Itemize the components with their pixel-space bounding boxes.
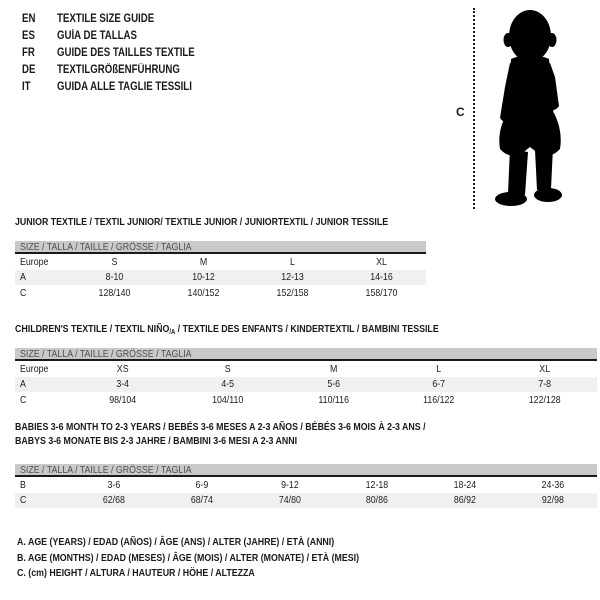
- table-cell: 92/98: [542, 494, 565, 507]
- table-row-height: [15, 285, 426, 301]
- row-label: C: [20, 494, 27, 507]
- table-cell: XS: [116, 362, 129, 375]
- language-code: IT: [22, 81, 31, 94]
- table-cell: XL: [538, 362, 550, 375]
- table-cell: S: [225, 362, 232, 375]
- junior-textile-table: [15, 215, 426, 301]
- row-label: Europe: [20, 255, 49, 268]
- row-label: C: [20, 286, 27, 299]
- language-title: GUIDE DES TAILLES TEXTILE: [57, 46, 195, 59]
- table-title: JUNIOR TEXTILE / TEXTIL JUNIOR/ TEXTILE JUNIOR / JUNIORTEXTIL / JUNIOR TESSILE: [15, 216, 389, 228]
- table-row-europe: [15, 254, 426, 270]
- size-header-label: SIZE / TALLA / TAILLE / GRÖSSE / TAGLIA: [20, 348, 192, 360]
- table-cell: M: [329, 362, 338, 375]
- table-cell: 18-24: [453, 478, 477, 491]
- size-header-bar: [15, 348, 597, 361]
- table-cell: 6-9: [195, 478, 209, 491]
- table-cell: 62/68: [102, 494, 125, 507]
- table-title-rest: / TEXTILE DES ENFANTS / KINDERTEXTIL / BAMBINI TESSILE: [175, 323, 439, 335]
- footnotes: [17, 535, 424, 582]
- table-cell: XL: [376, 255, 387, 268]
- table-row-europe: [15, 361, 597, 377]
- table-cell: 110/116: [318, 393, 349, 406]
- row-label: C: [20, 393, 27, 406]
- table-cell: 116/122: [423, 393, 455, 406]
- size-header-bar: [15, 241, 426, 254]
- language-row-it: [22, 79, 221, 96]
- children-textile-table: [15, 322, 597, 408]
- language-code: FR: [22, 46, 35, 59]
- language-title: TEXTILGRÖßENFÜHRUNG: [57, 64, 180, 77]
- row-label: A: [20, 271, 26, 284]
- footnote-b: B. AGE (MONTHS) / EDAD (MESES) / ÂGE (MOIS) / ALTER (MONATE) / ETÀ (MESI): [17, 551, 360, 564]
- table-cell: 14-16: [370, 271, 393, 284]
- table-cell: S: [111, 255, 118, 268]
- table-cell: 4-5: [221, 378, 235, 391]
- height-measure-label: C: [456, 105, 465, 119]
- table-cell: 10-12: [192, 271, 215, 284]
- baby-silhouette-icon: [483, 7, 580, 213]
- size-header-label: SIZE / TALLA / TAILLE / GRÖSSE / TAGLIA: [20, 464, 192, 476]
- size-header-label: SIZE / TALLA / TAILLE / GRÖSSE / TAGLIA: [20, 241, 192, 253]
- footnote-a: A. AGE (YEARS) / EDAD (AÑOS) / ÂGE (ANS) / ALTER (JAHRE) / ETÀ (ANNI): [17, 536, 335, 548]
- table-cell: 80/86: [366, 494, 389, 507]
- language-row-es: [22, 27, 221, 44]
- table-row-height: [15, 392, 597, 408]
- table-title-main: CHILDREN'S TEXTILE / TEXTIL NIÑO: [15, 323, 170, 335]
- table-cell: L: [436, 362, 442, 375]
- table-title-line1: BABIES 3-6 MONTH TO 2-3 YEARS / BEBÉS 3-6 MESES A 2-3 AÑOS / BÉBÉS 3-6 MOIS À 2-3 ANS /: [15, 421, 426, 433]
- table-title: [15, 322, 439, 340]
- size-header-bar: [15, 464, 597, 477]
- language-row-fr: [22, 44, 221, 61]
- table-cell: 128/140: [98, 286, 131, 299]
- table-cell: 3-4: [116, 378, 130, 391]
- table-cell: 158/170: [365, 286, 398, 299]
- table-cell: 152/158: [276, 286, 309, 299]
- table-title-line2: BABYS 3-6 MONATE BIS 2-3 JAHRE / BAMBINI 3-6 MESI A 2-3 ANNI: [15, 435, 298, 447]
- footnote-c: C. (cm) HEIGHT / ALTURA / HAUTEUR / HÖHE / ALTEZZA: [17, 567, 255, 580]
- language-row-en: [22, 10, 221, 27]
- table-row-age: [15, 377, 597, 393]
- table-cell: 122/128: [528, 393, 561, 406]
- language-title: TEXTILE SIZE GUIDE: [57, 12, 155, 25]
- table-cell: 12-18: [366, 478, 389, 491]
- language-code: ES: [22, 29, 35, 42]
- table-cell: M: [199, 255, 208, 268]
- language-code: DE: [22, 64, 36, 77]
- table-cell: 6-7: [432, 378, 446, 391]
- table-cell: 12-13: [281, 271, 304, 284]
- table-cell: L: [290, 255, 295, 268]
- language-title-list: [22, 10, 221, 96]
- language-row-de: [22, 62, 221, 79]
- table-title-subscript: /A: [169, 329, 176, 336]
- language-code: EN: [22, 12, 36, 25]
- table-cell: 140/152: [187, 286, 220, 299]
- table-row-age: [15, 270, 426, 286]
- row-label: B: [20, 478, 26, 491]
- table-cell: 8-10: [105, 271, 124, 284]
- table-cell: 5-6: [327, 378, 340, 391]
- table-cell: 9-12: [280, 478, 299, 491]
- table-cell: 7-8: [537, 378, 551, 391]
- table-cell: 68/74: [190, 494, 213, 507]
- table-row-height: [15, 493, 597, 509]
- babies-textile-table: [15, 420, 597, 508]
- table-cell: 24-36: [541, 478, 565, 491]
- table-cell: 74/80: [278, 494, 301, 507]
- height-measure-dotted-line: [473, 8, 475, 209]
- table-row-months: [15, 477, 597, 493]
- row-label: Europe: [20, 362, 49, 375]
- table-cell: 104/110: [212, 393, 244, 406]
- height-figure: [450, 4, 598, 216]
- table-cell: 3-6: [107, 478, 121, 491]
- table-cell: 98/104: [109, 393, 137, 406]
- language-title: GUIDA ALLE TAGLIE TESSILI: [57, 81, 192, 94]
- language-title: GUÍA DE TALLAS: [57, 29, 137, 42]
- row-label: A: [20, 378, 26, 391]
- table-cell: 86/92: [454, 494, 477, 507]
